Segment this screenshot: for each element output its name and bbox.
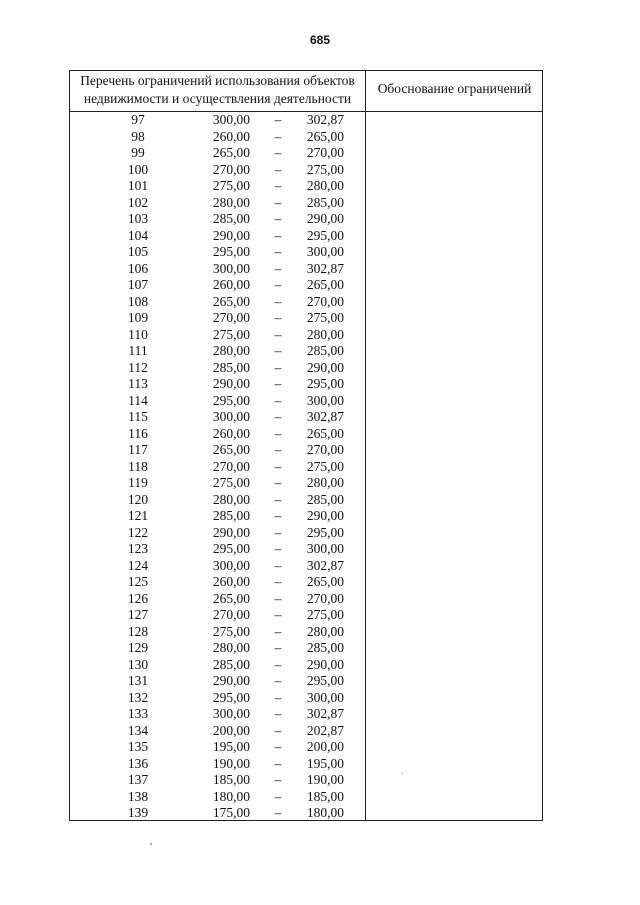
value-from: 265,00 — [212, 293, 250, 309]
value-from: 275,00 — [212, 475, 250, 490]
value-from: 265,00 — [212, 442, 250, 457]
value-from: 280,00 — [212, 343, 250, 358]
table-row — [70, 426, 365, 443]
range-dash: – — [274, 772, 282, 787]
value-to: 295,00 — [306, 376, 344, 391]
value-from: 260,00 — [212, 574, 250, 589]
value-to: 300,00 — [306, 541, 344, 556]
row-number: 115 — [128, 409, 148, 424]
row-number: 133 — [127, 706, 149, 721]
table-row — [70, 640, 365, 657]
header-justification: Обоснование ограничений — [377, 81, 532, 96]
row-number: 122 — [127, 524, 149, 540]
row-number: 123 — [127, 541, 149, 556]
range-dash: – — [274, 590, 282, 606]
row-number: 106 — [127, 260, 149, 276]
value-to: 302,87 — [306, 557, 344, 573]
value-from: 300,00 — [212, 706, 250, 721]
row-number: 113 — [128, 376, 148, 391]
table-row — [70, 244, 365, 261]
row-number: 100 — [127, 161, 149, 177]
range-dash: – — [274, 475, 282, 490]
value-to: 290,00 — [306, 656, 344, 672]
range-dash: – — [274, 673, 282, 688]
table-row — [70, 541, 365, 558]
range-dash: – — [274, 310, 282, 325]
range-dash: – — [274, 640, 282, 655]
table-row — [70, 261, 365, 278]
table-row — [70, 558, 365, 575]
table-row — [70, 360, 365, 377]
table-row — [70, 442, 365, 459]
row-number: 126 — [127, 590, 149, 606]
table-row — [70, 294, 365, 311]
row-number: 103 — [127, 211, 149, 226]
range-dash: – — [274, 161, 282, 177]
row-number: 114 — [128, 392, 148, 408]
table-row — [70, 409, 365, 426]
table-row — [70, 376, 365, 393]
range-dash: – — [274, 706, 282, 721]
value-from: 265,00 — [212, 590, 250, 606]
value-from: 290,00 — [212, 376, 250, 391]
value-to: 300,00 — [306, 392, 344, 408]
table-row — [70, 327, 365, 344]
value-to: 302,87 — [306, 112, 344, 127]
value-from: 290,00 — [212, 524, 250, 540]
value-from: 300,00 — [212, 557, 250, 573]
table-row — [70, 277, 365, 294]
table-row — [70, 129, 365, 146]
row-number: 124 — [127, 557, 149, 573]
row-number: 97 — [131, 112, 145, 127]
value-from: 295,00 — [212, 541, 250, 556]
table-row — [70, 112, 365, 129]
value-from: 290,00 — [212, 227, 250, 243]
table-row — [70, 195, 365, 212]
value-to: 265,00 — [306, 574, 344, 589]
range-dash: – — [274, 656, 282, 672]
value-from: 300,00 — [212, 409, 250, 424]
value-to: 275,00 — [306, 310, 344, 325]
value-from: 270,00 — [212, 458, 250, 474]
range-dash: – — [274, 343, 282, 358]
value-to: 300,00 — [306, 244, 344, 259]
value-from: 275,00 — [212, 326, 250, 342]
value-to: 195,00 — [306, 755, 344, 771]
table-row — [70, 211, 365, 228]
value-to: 285,00 — [306, 194, 344, 210]
range-dash: – — [274, 607, 282, 622]
range-dash: – — [274, 392, 282, 408]
row-number: 99 — [131, 145, 145, 160]
table-row — [70, 145, 365, 162]
range-dash: – — [274, 112, 282, 127]
value-from: 285,00 — [212, 656, 250, 672]
table-row — [70, 805, 365, 822]
value-from: 185,00 — [212, 772, 250, 787]
value-from: 275,00 — [212, 623, 250, 639]
row-number: 132 — [127, 689, 149, 705]
range-dash: – — [274, 178, 282, 193]
value-to: 285,00 — [306, 640, 344, 655]
range-dash: – — [274, 739, 282, 754]
value-from: 175,00 — [212, 805, 250, 820]
range-dash: – — [274, 541, 282, 556]
value-from: 295,00 — [212, 244, 250, 259]
value-from: 260,00 — [212, 128, 250, 144]
value-from: 260,00 — [212, 425, 250, 441]
value-to: 270,00 — [306, 590, 344, 606]
table-body — [70, 112, 365, 822]
table-row — [70, 228, 365, 245]
value-from: 285,00 — [212, 211, 250, 226]
value-to: 185,00 — [306, 788, 344, 804]
scan-speck — [402, 773, 403, 774]
table-row — [70, 162, 365, 179]
row-number: 109 — [127, 310, 149, 325]
table-row — [70, 591, 365, 608]
column-divider — [365, 70, 366, 821]
value-to: 300,00 — [306, 689, 344, 705]
table-row — [70, 690, 365, 707]
table-row — [70, 492, 365, 509]
value-to: 202,87 — [306, 722, 344, 738]
range-dash: – — [274, 557, 282, 573]
range-dash: – — [274, 524, 282, 540]
value-to: 200,00 — [306, 739, 344, 754]
range-dash: – — [274, 458, 282, 474]
row-number: 136 — [127, 755, 149, 771]
value-to: 265,00 — [306, 128, 344, 144]
range-dash: – — [274, 260, 282, 276]
table-row — [70, 574, 365, 591]
row-number: 117 — [128, 442, 148, 457]
value-to: 265,00 — [306, 277, 344, 292]
row-number: 110 — [128, 326, 148, 342]
table-row — [70, 393, 365, 410]
value-from: 260,00 — [212, 277, 250, 292]
row-number: 125 — [127, 574, 149, 589]
value-from: 295,00 — [212, 689, 250, 705]
value-from: 280,00 — [212, 640, 250, 655]
table-row — [70, 624, 365, 641]
value-from: 180,00 — [212, 788, 250, 804]
table-row — [70, 607, 365, 624]
value-to: 280,00 — [306, 326, 344, 342]
row-number: 105 — [127, 244, 149, 259]
value-to: 285,00 — [306, 343, 344, 358]
row-number: 119 — [128, 475, 148, 490]
row-number: 137 — [127, 772, 149, 787]
table-row — [70, 723, 365, 740]
table-row — [70, 772, 365, 789]
row-number: 118 — [128, 458, 148, 474]
value-to: 302,87 — [306, 260, 344, 276]
range-dash: – — [274, 293, 282, 309]
value-from: 300,00 — [212, 260, 250, 276]
range-dash: – — [274, 326, 282, 342]
range-dash: – — [274, 623, 282, 639]
row-number: 111 — [128, 343, 148, 358]
value-from: 195,00 — [212, 739, 250, 754]
range-dash: – — [274, 227, 282, 243]
range-dash: – — [274, 508, 282, 523]
header-restrictions-list: Перечень ограничений использования объектов недвижимости и осуществления деятельности — [80, 73, 355, 106]
value-from: 190,00 — [212, 755, 250, 771]
value-from: 200,00 — [212, 722, 250, 738]
value-to: 275,00 — [306, 161, 344, 177]
value-from: 280,00 — [212, 194, 250, 210]
value-from: 275,00 — [212, 178, 250, 193]
value-from: 290,00 — [212, 673, 250, 688]
row-number: 138 — [127, 788, 149, 804]
row-number: 134 — [127, 722, 149, 738]
scan-speck — [150, 843, 152, 845]
range-dash: – — [274, 277, 282, 292]
value-to: 265,00 — [306, 425, 344, 441]
table-row — [70, 657, 365, 674]
value-from: 270,00 — [212, 161, 250, 177]
table-row — [70, 739, 365, 756]
range-dash: – — [274, 194, 282, 210]
row-number: 112 — [128, 359, 148, 375]
value-to: 280,00 — [306, 623, 344, 639]
value-to: 290,00 — [306, 508, 344, 523]
row-number: 139 — [127, 805, 149, 820]
range-dash: – — [274, 145, 282, 160]
value-to: 302,87 — [306, 706, 344, 721]
row-number: 128 — [127, 623, 149, 639]
value-from: 300,00 — [212, 112, 250, 127]
value-to: 190,00 — [306, 772, 344, 787]
table-row — [70, 508, 365, 525]
value-from: 280,00 — [212, 491, 250, 507]
value-to: 280,00 — [306, 178, 344, 193]
value-to: 290,00 — [306, 359, 344, 375]
row-number: 104 — [127, 227, 149, 243]
value-to: 290,00 — [306, 211, 344, 226]
value-to: 280,00 — [306, 475, 344, 490]
range-dash: – — [274, 211, 282, 226]
value-to: 295,00 — [306, 673, 344, 688]
value-to: 302,87 — [306, 409, 344, 424]
row-number: 107 — [127, 277, 149, 292]
value-from: 285,00 — [212, 508, 250, 523]
table-row — [70, 789, 365, 806]
value-to: 270,00 — [306, 145, 344, 160]
range-dash: – — [274, 359, 282, 375]
value-to: 270,00 — [306, 293, 344, 309]
row-number: 101 — [127, 178, 149, 193]
value-to: 270,00 — [306, 442, 344, 457]
range-dash: – — [274, 755, 282, 771]
value-from: 265,00 — [212, 145, 250, 160]
range-dash: – — [274, 788, 282, 804]
row-number: 129 — [127, 640, 149, 655]
table-row — [70, 673, 365, 690]
range-dash: – — [274, 689, 282, 705]
page-number: 685 — [309, 33, 331, 47]
row-number: 108 — [127, 293, 149, 309]
table-row — [70, 459, 365, 476]
row-number: 120 — [127, 491, 149, 507]
value-from: 270,00 — [212, 607, 250, 622]
range-dash: – — [274, 574, 282, 589]
value-to: 285,00 — [306, 491, 344, 507]
value-to: 295,00 — [306, 524, 344, 540]
table-row — [70, 525, 365, 542]
row-number: 121 — [127, 508, 149, 523]
value-to: 295,00 — [306, 227, 344, 243]
range-dash: – — [274, 491, 282, 507]
table-row — [70, 706, 365, 723]
table-row — [70, 475, 365, 492]
value-to: 275,00 — [306, 607, 344, 622]
table-row — [70, 343, 365, 360]
table-row — [70, 310, 365, 327]
range-dash: – — [274, 376, 282, 391]
value-to: 180,00 — [306, 805, 344, 820]
row-number: 130 — [127, 656, 149, 672]
row-number: 102 — [127, 194, 149, 210]
value-from: 270,00 — [212, 310, 250, 325]
table-row — [70, 178, 365, 195]
row-number: 116 — [128, 425, 148, 441]
value-to: 275,00 — [306, 458, 344, 474]
range-dash: – — [274, 722, 282, 738]
range-dash: – — [274, 425, 282, 441]
row-number: 135 — [127, 739, 149, 754]
value-from: 285,00 — [212, 359, 250, 375]
row-number: 131 — [127, 673, 149, 688]
row-number: 127 — [127, 607, 149, 622]
range-dash: – — [274, 805, 282, 820]
range-dash: – — [274, 442, 282, 457]
value-from: 295,00 — [212, 392, 250, 408]
table-row — [70, 756, 365, 773]
range-dash: – — [274, 244, 282, 259]
range-dash: – — [274, 409, 282, 424]
row-number: 98 — [131, 128, 145, 144]
range-dash: – — [274, 128, 282, 144]
